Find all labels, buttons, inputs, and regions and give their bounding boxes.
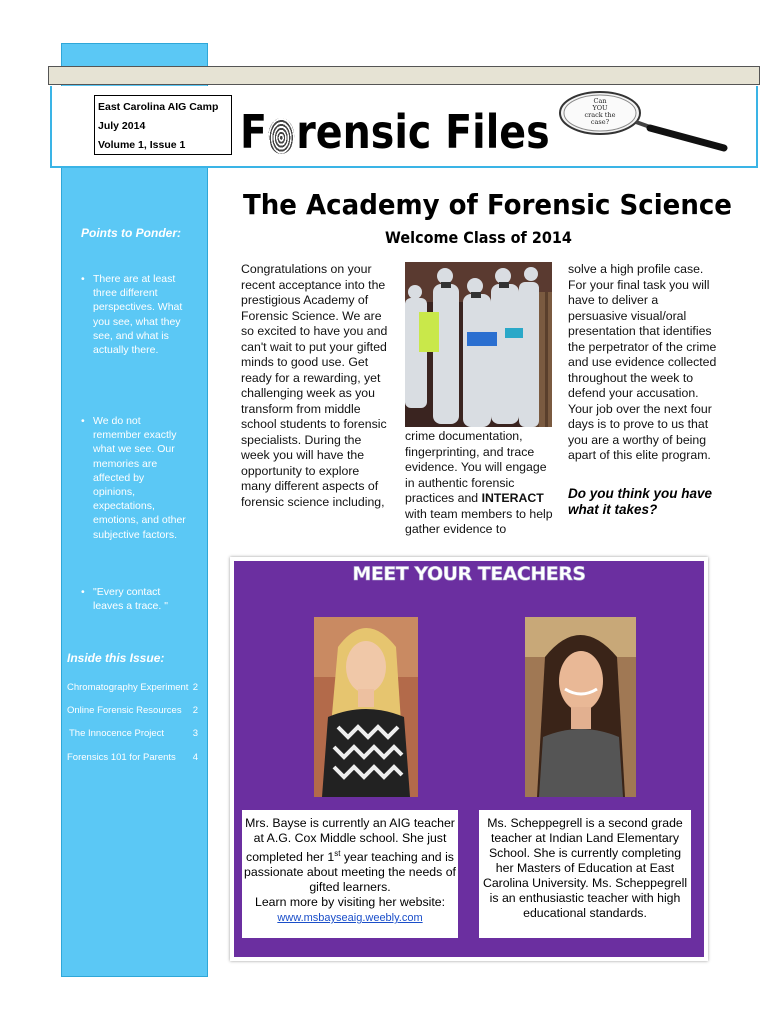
article-column-1: Congratulations on your recent acceptance into the prestigious Academy of Forensic Science. We are so excited to have you and can't wait to put your gifted minds to good use. Get ready for a rewarding, yet challenging week as you transform from middle school students to forensic specialists. During the week you will have the opportunity to explore many different aspects of forensic science including,: [241, 262, 388, 509]
magnifier-line-3: crack the: [584, 111, 616, 119]
bio-text-cont: year teaching and is passionate about meeting the needs of gifted learners.: [244, 850, 456, 895]
top-rule-bar: [48, 66, 760, 85]
toc-item[interactable]: [67, 682, 198, 693]
point-item: • We do not remember exactly what we see. Our memories are affected by opinions, expectations, emotions, and other subjective factors.: [79, 414, 189, 542]
issue-date: July 2014: [98, 120, 146, 132]
toc-page: 2: [192, 705, 198, 716]
newsletter-title: [240, 102, 550, 162]
toc-title: The Innocence Project: [69, 728, 165, 739]
camp-name: East Carolina AIG Camp: [98, 101, 219, 113]
toc-title: Online Forensic Resources: [67, 705, 182, 716]
toc-page: 2: [192, 682, 198, 693]
points-list: [79, 585, 189, 613]
col2-text-b: with team members to help gather evidence to: [405, 506, 553, 536]
magnifier-line-2: YOU: [592, 104, 608, 112]
toc-item[interactable]: [69, 728, 198, 739]
title-first-letter: F: [240, 105, 268, 159]
points-to-ponder-heading: Points to Ponder:: [81, 226, 181, 240]
points-list: [79, 414, 189, 542]
teacher-portrait-bayse: [314, 617, 418, 797]
teacher-bio-bayse: [242, 810, 458, 938]
article-subheading: Welcome Class of 2014: [385, 228, 572, 247]
magnifier-line-4: case?: [590, 118, 610, 126]
bio-superscript: st: [334, 849, 341, 858]
toc-item[interactable]: [67, 705, 198, 716]
teacher-bio-scheppegrell: Ms. Scheppegrell is a second grade teacher at Indian Land Elementary School. She is currently completing her Masters of Education at East Carolina University. Ms. Scheppegrell is an enthusiastic teacher with high educational standards.: [479, 810, 691, 938]
magnifier-line-1: Can: [593, 97, 607, 105]
col2-text-a: crime documentation, fingerprinting, and trace evidence. You will engage in authentic forensic practices and: [405, 429, 547, 505]
issue-info-box: [94, 95, 232, 155]
article-headline: The Academy of Forensic Science: [243, 188, 732, 221]
article-column-2: [405, 429, 557, 538]
forensic-team-photo: [405, 262, 552, 427]
point-item: • "Every contact leaves a trace. ": [79, 585, 189, 613]
magnifying-glass-icon: [556, 88, 736, 158]
closing-question: Do you think you have what it takes?: [568, 486, 713, 517]
title-rest: rensic Files: [296, 105, 550, 159]
toc-title: Chromatography Experiment: [67, 682, 189, 693]
issue-volume: Volume 1, Issue 1: [98, 139, 186, 151]
toc-item[interactable]: [67, 752, 198, 763]
fingerprint-icon: [269, 118, 295, 154]
teacher-portrait-scheppegrell: [525, 617, 636, 797]
toc-title: Forensics 101 for Parents: [67, 752, 176, 763]
point-item: • There are at least three different perspectives. What you see, what they see, and what is actually there.: [79, 272, 189, 357]
bio-text: Mrs. Bayse is currently an AIG teacher at A.G. Cox Middle school. She just completed her 1: [245, 816, 455, 865]
article-column-3: solve a high profile case. For your final task you will have to deliver a persuasive visual/oral presentation that identifies the perpetrator of the crime and use evidence collected throughout the week to defend your accusation. Your job over the next four days is to prove to us that you are a worthy of being apart of this elite program.: [568, 262, 717, 462]
teacher-website-link[interactable]: www.msbayseaig.weebly.com: [277, 912, 423, 925]
inside-issue-heading: Inside this Issue:: [67, 651, 165, 665]
bio-website-label: Learn more by visiting her website:: [254, 895, 445, 910]
toc-page: 3: [192, 728, 198, 739]
col2-emphasis: INTERACT: [481, 491, 544, 505]
toc-page: 4: [192, 752, 198, 763]
meet-teachers-heading: MEET YOUR TEACHERS: [352, 563, 586, 585]
points-list: [79, 272, 189, 357]
